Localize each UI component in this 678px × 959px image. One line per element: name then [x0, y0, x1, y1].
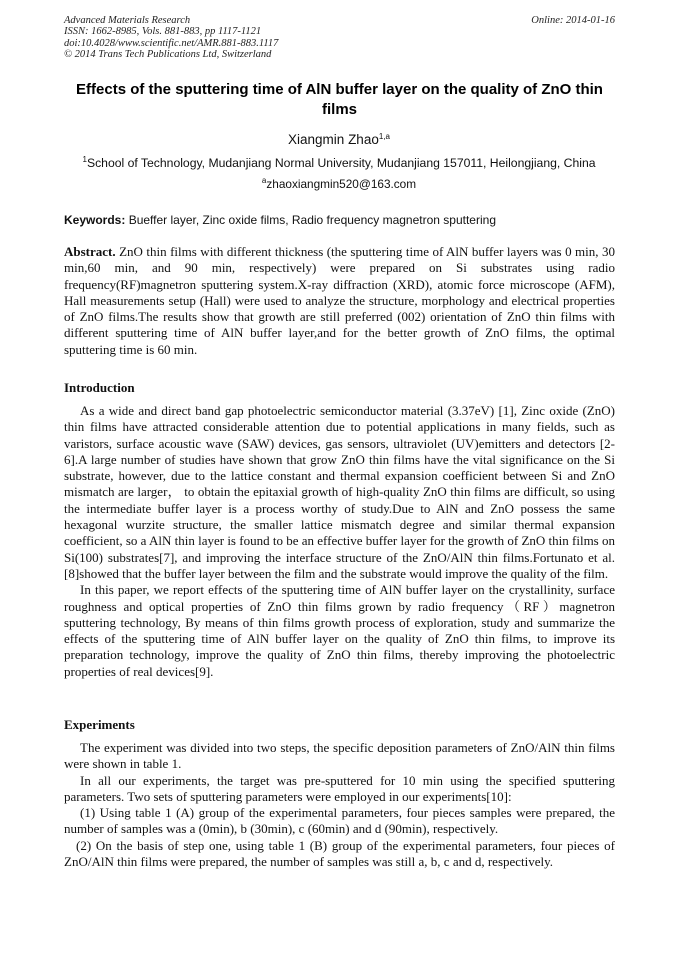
- experiments-paragraph-2: In all our experiments, the target was pre-sputtered for 10 min using the specified sputtering parameters. Two sets of sputtering parameters were employed in our experiments[10]:: [64, 772, 615, 804]
- abstract-text: ZnO thin films with different thickness (the sputtering time of AlN buffer layers was 0 min, 30 min,60 min, and 90 min, respectively) were prepared on Si substrates using radio frequency(RF)magnetron sputtering system.X-ray diffraction (XRD), atomic force microscope (AFM), Hall measurements setup (Hall) were used to analyze the structure, morphology and electrical properties of ZnO films.The results show that growth are still preferred (002) orientation of ZnO thin films with different sputtering time of AlN buffer layer,and for the better growth of ZnO films, the optimal sputtering time is 60 min.: [64, 244, 615, 357]
- author-line: [0, 131, 678, 148]
- journal-header: [64, 15, 278, 60]
- introduction-paragraph-2: In this paper, we report effects of the sputtering time of AlN buffer layer on the crystallinity, surface roughness and optical properties of ZnO thin films grown by radio frequency（RF）magnetron sputtering technology, By means of thin films growth process of exploration, study and summarize the effects of the sputtering time of AlN buffer layer on the quality of ZnO thin films, to improve its preparation technology, improve the quality of ZnO thin films, thereby improving the photoelectric properties of real devices[9].: [64, 582, 615, 679]
- email-address: zhaoxiangmin520@163.com: [266, 177, 417, 191]
- experiments-paragraph-1: The experiment was divided into two steps, the specific deposition parameters of ZnO/AlN thin films were shown in table 1.: [64, 740, 615, 772]
- introduction-paragraph-1: As a wide and direct band gap photoelectric semiconductor material (3.37eV) [1], Zinc oxide (ZnO) thin films have attracted considerable attention due to potential applications in many fields, such as varistors, surface acoustic wave (SAW) devices, gas sensors, ultraviolet (UV)emitters and detectors [2-6].A large number of studies have shown that grow ZnO thin films have the vital significance on the Si substrate, however, due to the lattice constant and thermal expansion coefficient between Si and ZnO mismatch are larger， to obtain the epitaxial growth of high-quality ZnO thin films are difficult, so using the intermediate buffer layer is a process worthy of study.Due to AlN and ZnO possess the same hexagonal wurzite structure, the smaller lattice mismatch degree and similar thermal expansion coefficient, so a AlN thin layer is found to be an effective buffer layer for the growth of ZnO thin films on Si(100) substrates[7], and improving the interface structure of the ZnO/AlN thin films.Fortunato et al.[8]showed that the buffer layer between the film and the substrate would improve the quality of the film.: [64, 403, 615, 581]
- issn-line: ISSN: 1662-8985, Vols. 881-883, pp 1117-1121: [64, 26, 262, 38]
- online-date: Online: 2014-01-16: [531, 15, 615, 26]
- keywords-line: [64, 212, 615, 228]
- paper-title: Effects of the sputtering time of AlN buffer layer on the quality of ZnO thin films: [76, 81, 603, 118]
- author-superscript: 1,a: [378, 132, 390, 141]
- abstract: [64, 244, 615, 358]
- author-name: Xiangmin Zhao: [288, 132, 379, 147]
- introduction-heading: Introduction: [64, 380, 135, 395]
- experiments-heading: Experiments: [64, 717, 135, 732]
- affiliation-text: School of Technology, Mudanjiang Normal University, Mudanjiang 157011, Heilongjiang, China: [86, 156, 596, 170]
- copyright-line: © 2014 Trans Tech Publications Ltd, Switzerland: [64, 48, 272, 60]
- experiments-paragraph-3: (1) Using table 1 (A) group of the experimental parameters, four pieces samples were prepared, the number of samples was a (0min), b (30min), c (60min) and d (90min), respectively.: [64, 805, 615, 837]
- email-line: [0, 176, 678, 192]
- keywords-label: Keywords:: [64, 213, 126, 227]
- keywords-text: Bueffer layer, Zinc oxide films, Radio frequency magnetron sputtering: [125, 213, 496, 227]
- experiments-body: [64, 740, 615, 870]
- doi-line: doi:10.4028/www.scientific.net/AMR.881-883.1117: [64, 37, 279, 49]
- email-superscript: a: [261, 176, 267, 185]
- introduction-body: [64, 403, 615, 680]
- journal-name: Advanced Materials Research: [64, 15, 191, 26]
- affiliation-line: [0, 155, 678, 171]
- abstract-label: Abstract.: [64, 244, 116, 259]
- experiments-paragraph-4: (2) On the basis of step one, using table 1 (B) group of the experimental parameters, four pieces of ZnO/AlN thin films were prepared, the number of samples was still a, b, c and d, respectively.: [64, 837, 615, 870]
- affiliation-superscript: 1: [82, 155, 87, 164]
